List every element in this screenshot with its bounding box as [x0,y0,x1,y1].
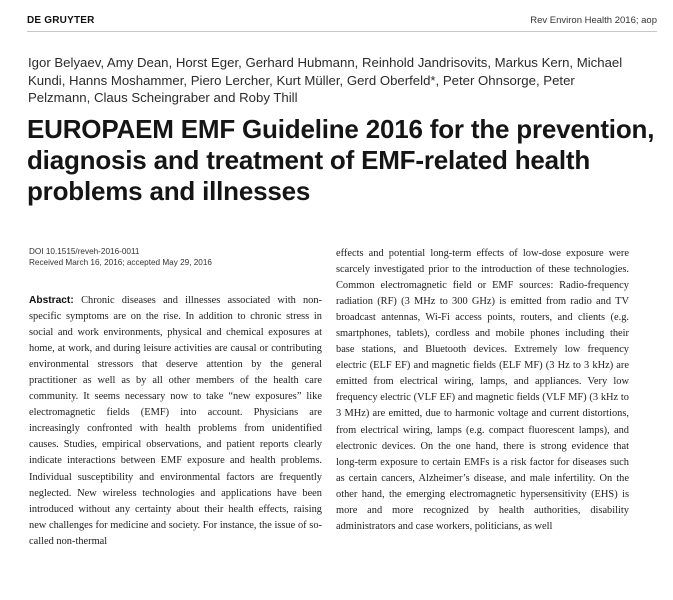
abstract-text-right: effects and potential long-term effects of low-dose exposure were scarcely investigated prior to the introduction of these technologies. Common electromagnetic field or EMF sources: Radio-frequency radiation (RF) (3 MHz to 300 GHz) is emitted from radio and TV broadcast antennas, Wi-Fi access points, routers, and clients (e.g. smartphones, tablets), cordless and mobile phones including their base stations, and Bluetooth devices. Extremely low frequency electric (ELF EF) and magnetic fields (ELF MF) (3 Hz to 3 kHz) are emitted from electrical wiring, lamps, and appliances. Very low frequency electric (VLF EF) and magnetic fields (VLF MF) (3 kHz to 3 MHz) are emitted, due to harmonic voltage and current distortions, from electrical wiring, lamps (e.g. compact fluorescent lamps), and electronic devices. On the one hand, there is strong evidence that long-term exposure to certain EMFs is a risk factor for diseases such as certain cancers, Alzheimer’s disease, and male infertility. On the other hand, the emerging electromagnetic hypersensitivity (EHS) is more and more recognized by health authorities, disability administrators and case workers, politicians, as well [336,248,629,532]
article-title: EUROPAEM EMF Guideline 2016 for the prevention, diagnosis and treatment of EMF-related health problems and illnesses [27,114,655,206]
page-header [27,15,657,29]
abstract-column-left [29,293,322,550]
journal-citation: Rev Environ Health 2016; aop [530,15,657,26]
header-divider [27,31,657,32]
abstract-text-left: Chronic diseases and illnesses associated with non-specific symptoms are on the rise. In addition to chronic stress in social and work environments, physical and chemical exposures at home, at work, and during leisure activities are causal or contributing environmental stressors that deserve attention by the general practitioner as well as by all other members of the health care community. It seems necessary now to take “new exposures” like electromagnetic fields (EMF) into account. Physicians are increasingly confronted with health problems from unidentified causes. Studies, empirical observations, and patient reports clearly indicate interactions between EMF exposure and health problems. Individual susceptibility and environmental factors are frequently neglected. New wireless technologies and applications have been introduced without any certainty about their health effects, raising new challenges for medicine and society. For instance, the issue of so-called non-thermal [29,295,322,547]
author-list: Igor Belyaev, Amy Dean, Horst Eger, Gerhard Hubmann, Reinhold Jandrisovits, Markus Kern, Michael Kundi, Hanns Moshammer, Piero Lercher, Kurt Müller, Gerd Oberfeld*, Peter Ohnsorge, Peter Pelzmann, Claus Scheingraber and Roby Thill [28,55,623,105]
abstract-label: Abstract: [29,295,82,306]
publisher-name: DE GRUYTER [27,15,95,26]
article-meta [29,246,329,268]
abstract-column-right [336,246,629,535]
received-date: Received March 16, 2016; accepted May 29, 2016 [29,258,212,267]
doi: DOI 10.1515/reveh-2016-0011 [29,247,140,256]
